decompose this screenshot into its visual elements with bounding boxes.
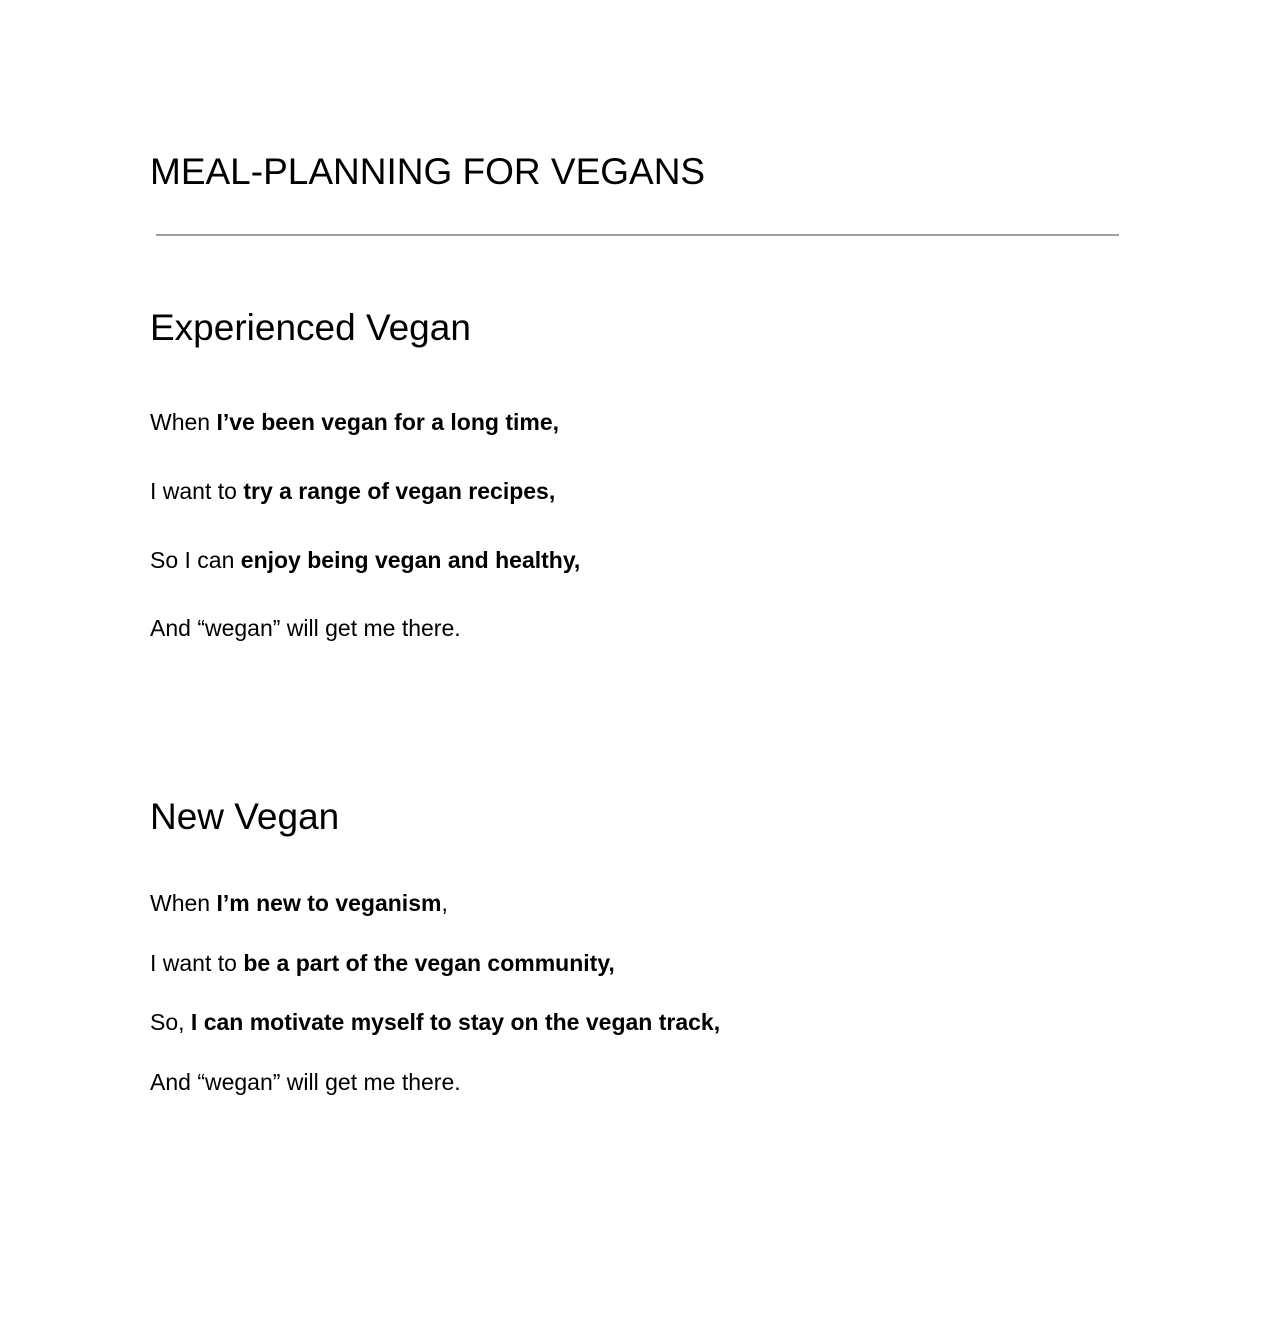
line-tail-text: , [441,890,448,916]
line-plain-text: So, [150,1009,191,1035]
line-bold-text: I’ve been vegan for a long time, [216,409,560,435]
story-line-want [150,477,555,505]
document-title: MEAL-PLANNING FOR VEGANS [150,151,706,192]
story-line-so [150,1008,720,1036]
line-plain-text: When [150,409,217,435]
line-plain-text: I want to [150,478,244,504]
story-line-so [150,546,580,574]
section-heading-experienced-vegan: Experienced Vegan [150,307,471,348]
line-bold-text: be a part of the vegan community, [243,950,615,976]
story-line-and [150,1068,461,1096]
line-bold-text: enjoy being vegan and healthy, [240,547,581,573]
line-plain-text: So I can [150,547,241,573]
line-plain-text: And “wegan” will get me there. [150,1069,461,1095]
story-line-when [150,889,448,917]
line-bold-text: I can motivate myself to stay on the vegan track, [190,1009,721,1035]
story-line-want [150,949,615,977]
section-heading-new-vegan: New Vegan [150,796,340,837]
story-line-when [150,408,559,436]
story-line-and [150,614,461,642]
line-plain-text: And “wegan” will get me there. [150,615,461,641]
line-bold-text: try a range of vegan recipes, [243,478,556,504]
line-plain-text: I want to [150,950,244,976]
line-plain-text: When [150,890,217,916]
line-bold-text: I’m new to veganism [216,890,442,916]
horizontal-divider [156,234,1119,236]
